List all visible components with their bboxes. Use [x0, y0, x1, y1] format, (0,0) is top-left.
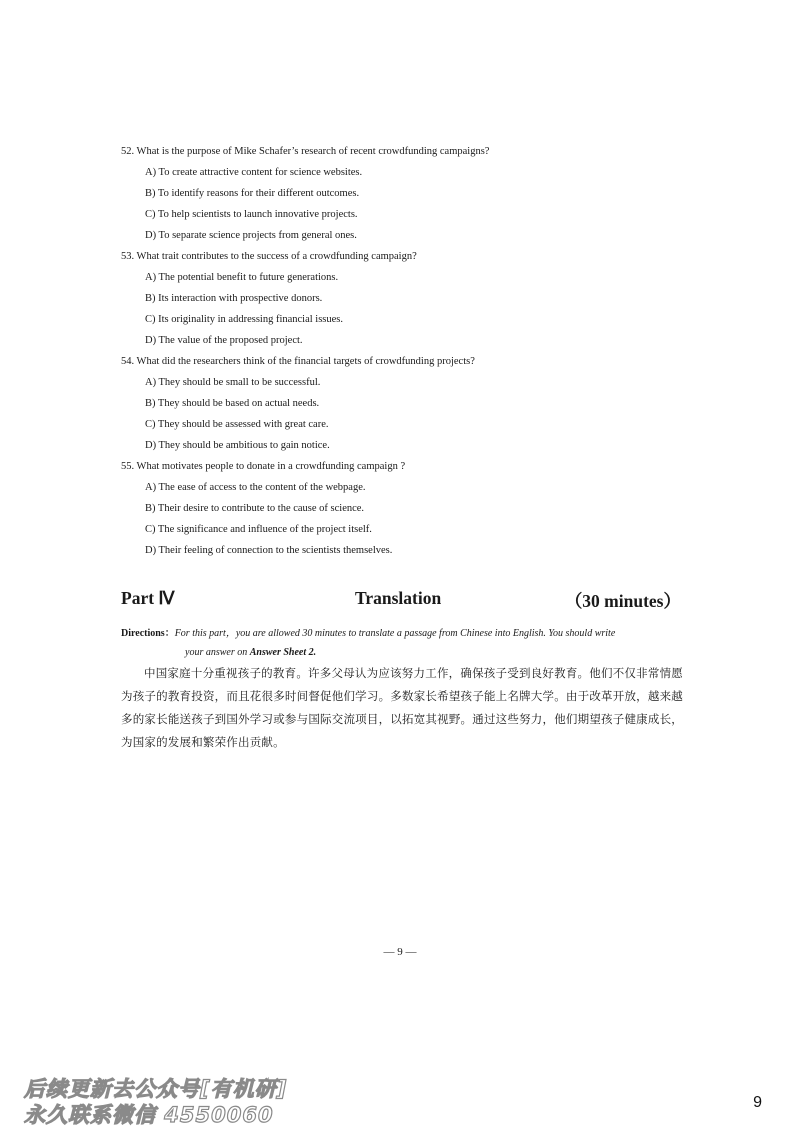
corner-page-number: 9 [753, 1094, 762, 1111]
option-b: B) To identify reasons for their different outcomes. [145, 188, 360, 199]
option-c: C) The significance and influence of the project itself. [145, 524, 372, 535]
option-c: C) Its originality in addressing financial issues. [145, 314, 344, 325]
part-time: （30 minutes） [564, 591, 681, 611]
directions-label: Directions： [121, 628, 175, 639]
option-b: B) They should be based on actual needs. [145, 398, 320, 409]
option-b: B) Their desire to contribute to the cause of science. [145, 503, 365, 514]
question-stem: 52. What is the purpose of Mike Schafer’s research of recent crowdfunding campaigns? [121, 146, 490, 157]
question-54 [121, 351, 721, 456]
directions-line2: your answer on [185, 647, 250, 658]
directions-text: For this part，you are allowed 30 minutes to translate a passage from Chinese into English. You should write [174, 628, 616, 639]
option-a: A) The ease of access to the content of the webpage. [145, 482, 366, 493]
watermark-line2: 永久联系微信 4550060 [24, 1103, 274, 1127]
directions [121, 624, 681, 662]
option-b: B) Its interaction with prospective donors. [145, 293, 323, 304]
option-d: D) To separate science projects from general ones. [145, 230, 357, 241]
option-a: A) They should be small to be successful. [145, 377, 321, 388]
option-a: A) To create attractive content for science websites. [145, 167, 363, 178]
question-55 [121, 456, 721, 561]
page-number: — 9 — [383, 946, 417, 958]
option-c: C) They should be assessed with great care. [145, 419, 329, 430]
option-a: A) The potential benefit to future generations. [145, 272, 339, 283]
part-header [121, 588, 681, 614]
question-stem: 53. What trait contributes to the success of a crowdfunding campaign? [121, 251, 417, 262]
part-title: Translation [355, 588, 442, 608]
option-c: C) To help scientists to launch innovative projects. [145, 209, 358, 220]
questions-section [121, 141, 721, 561]
watermark-line1: 后续更新去公众号[有机研] [24, 1077, 288, 1101]
option-d: D) They should be ambitious to gain notice. [145, 440, 330, 451]
question-stem: 55. What motivates people to donate in a crowdfunding campaign ? [121, 461, 406, 472]
option-d: D) Their feeling of connection to the scientists themselves. [145, 545, 393, 556]
question-52 [121, 141, 721, 246]
part-label: Part Ⅳ [121, 588, 175, 608]
question-stem: 54. What did the researchers think of the financial targets of crowdfunding projects? [121, 356, 475, 367]
question-53 [121, 246, 721, 351]
translation-passage: 中国家庭十分重视孩子的教育。许多父母认为应该努力工作，确保孩子受到良好教育。他们不仅非常情愿为孩子的教育投资，而且花很多时间督促他们学习。多数家长希望孩子能上名牌大学。由于改革开放，越来越多的家长能送孩子到国外学习或参与国际交流项目，以拓宽其视野。通过这些努力，他们期望孩子健康成长，为国家的发展和繁荣作出贡献。 [121, 666, 683, 749]
watermark [24, 1076, 287, 1128]
option-d: D) The value of the proposed project. [145, 335, 303, 346]
answer-sheet-label: Answer Sheet 2. [249, 647, 317, 658]
